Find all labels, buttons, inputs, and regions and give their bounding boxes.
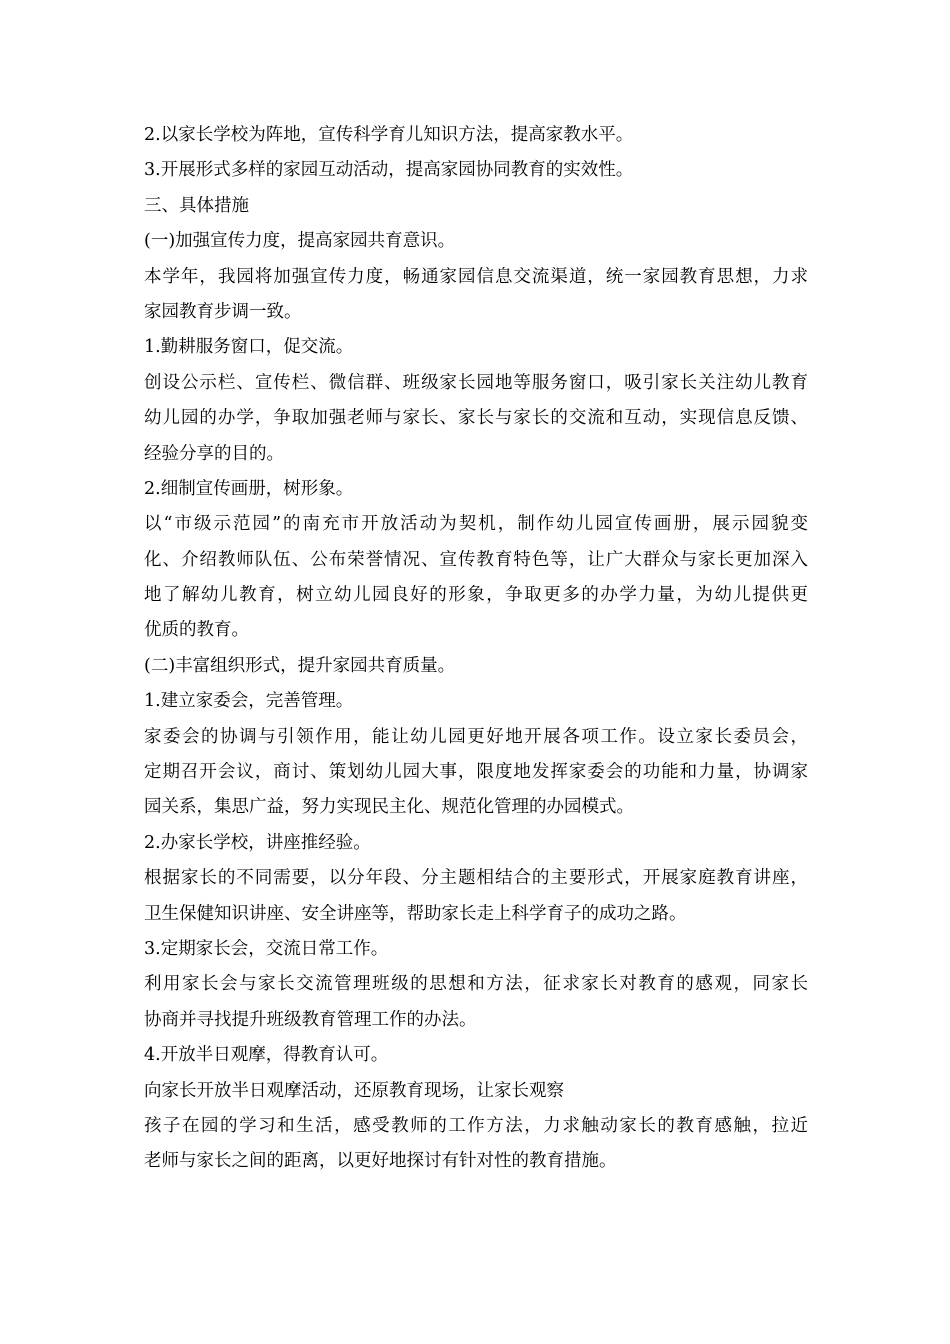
- text-line: 1.建立家委会，完善管理。: [144, 691, 354, 712]
- text-line: (一)加强宣传力度，提高家园共育意识。: [144, 231, 456, 252]
- text-line: 向家长开放半日观摩活动，还原教育现场，让家长观察: [144, 1080, 564, 1101]
- text-line: 以“市级示范园”的南充市开放活动为契机，制作幼儿园宣传画册，展示园貌变: [144, 514, 808, 535]
- text-line: 2.以家长学校为阵地，宣传科学育儿知识方法，提高家教水平。: [144, 125, 634, 145]
- text-line: 协商并寻找提升班级教育管理工作的办法。: [144, 1009, 477, 1030]
- text-line: 园关系，集思广益，努力实现民主化、规范化管理的办园模式。: [144, 797, 634, 818]
- text-line: 3.开展形式多样的家园互动活动，提高家园协同教育的实效性。: [144, 160, 634, 181]
- text-line: 创设公示栏、宣传栏、微信群、班级家长园地等服务窗口，吸引家长关注幼儿教育: [144, 372, 808, 393]
- text-line: 4.开放半日观摩，得教育认可。: [144, 1045, 389, 1066]
- text-line: 家园教育步调一致。: [144, 301, 302, 322]
- text-line: 经验分享的目的。: [144, 443, 284, 464]
- text-line: 利用家长会与家长交流管理班级的思想和方法，征求家长对教育的感观，同家长: [144, 974, 808, 995]
- text-line: 本学年，我园将加强宣传力度，畅通家园信息交流渠道，统一家园教育思想，力求: [144, 266, 808, 287]
- text-line: 2.办家长学校，讲座推经验。: [144, 832, 371, 853]
- text-line: 1.勤耕服务窗口，促交流。: [144, 337, 354, 358]
- text-line: 地了解幼儿教育，树立幼儿园良好的形象，争取更多的办学力量，为幼儿提供更: [144, 585, 808, 606]
- text-line: (二)丰富组织形式，提升家园共育质量。: [144, 655, 456, 676]
- text-line: 优质的教育。: [144, 620, 249, 641]
- text-line: 老师与家长之间的距离，以更好地探讨有针对性的教育措施。: [144, 1151, 617, 1172]
- text-line: 2.细制宣传画册，树形象。: [144, 478, 354, 499]
- text-line: 家委会的协调与引领作用，能让幼儿园更好地开展各项工作。设立家长委员会，: [144, 726, 808, 747]
- text-line: 三、具体措施: [144, 195, 249, 216]
- text-line: 孩子在园的学习和生活，感受教师的工作方法，力求触动家长的教育感触，拉近: [144, 1115, 808, 1136]
- text-line: 幼儿园的办学，争取加强老师与家长、家长与家长的交流和互动，实现信息反馈、: [144, 408, 808, 429]
- text-line: 根据家长的不同需要，以分年段、分主题相结合的主要形式，开展家庭教育讲座，: [144, 868, 808, 889]
- text-line: 定期召开会议，商讨、策划幼儿园大事，限度地发挥家委会的功能和力量，协调家: [144, 762, 808, 783]
- text-line: 卫生保健知识讲座、安全讲座等，帮助家长走上科学育子的成功之路。: [144, 903, 687, 924]
- text-line: 化、介绍教师队伍、公布荣誉情况、宣传教育特色等，让广大群众与家长更加深入: [144, 549, 808, 570]
- text-line: 3.定期家长会，交流日常工作。: [144, 938, 389, 959]
- document-body: [144, 118, 808, 1180]
